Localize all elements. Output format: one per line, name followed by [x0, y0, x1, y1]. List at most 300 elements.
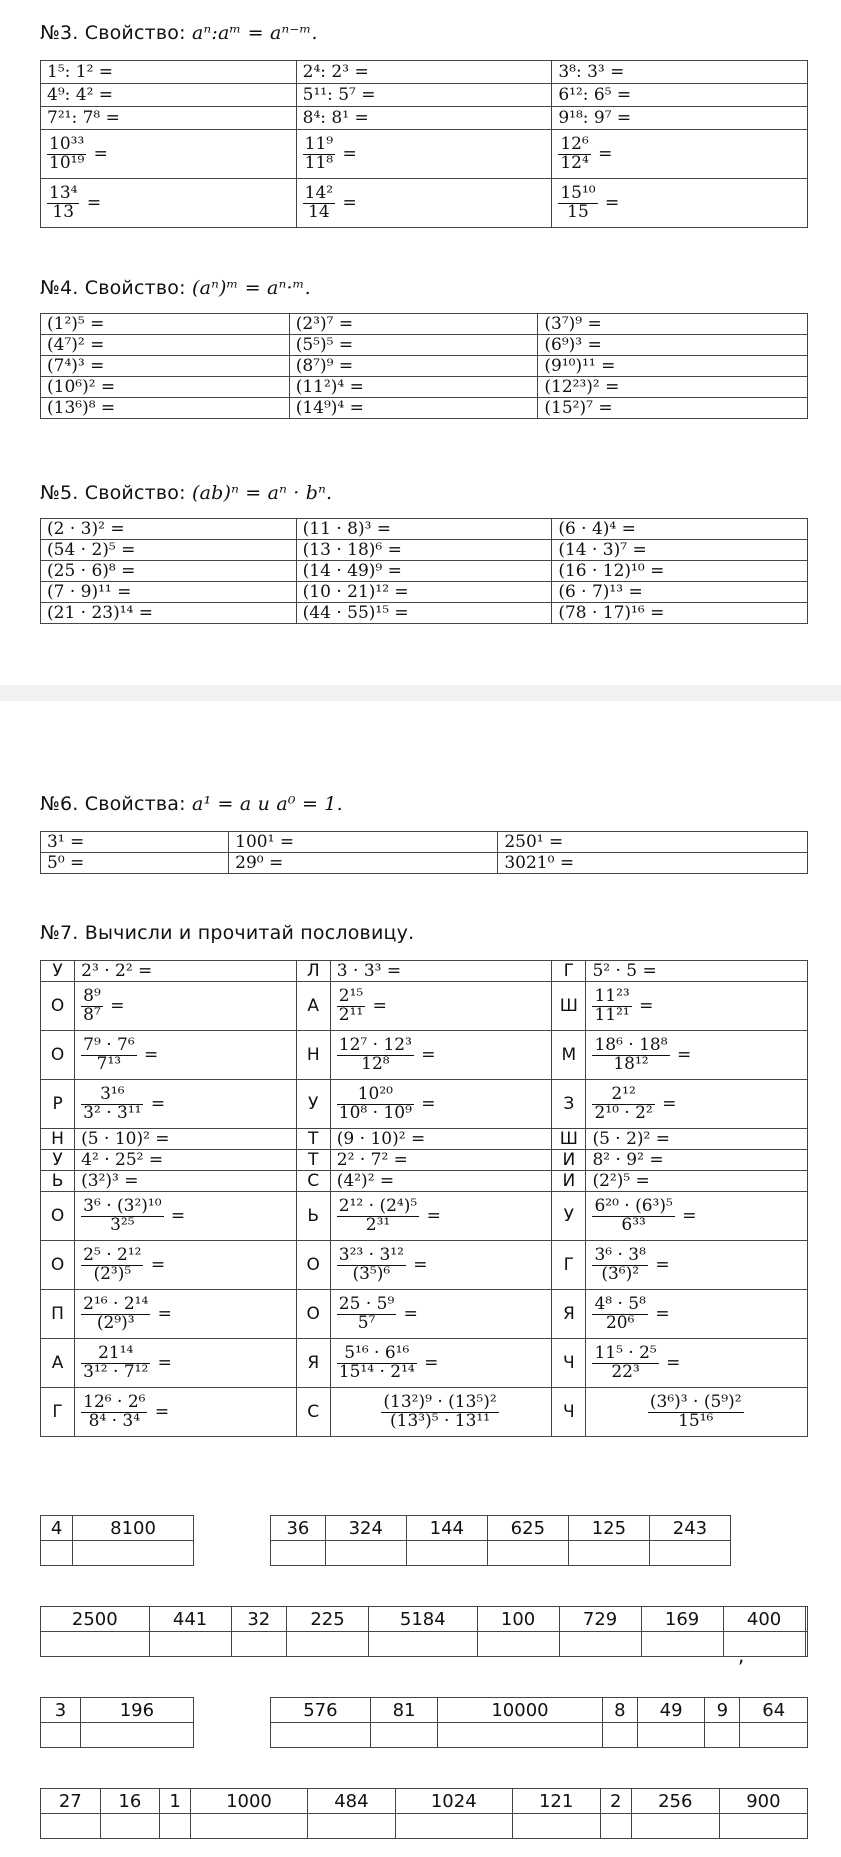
table-row	[41, 398, 808, 419]
denominator: 11⁸	[304, 152, 334, 173]
section-3-table	[40, 60, 808, 228]
numerator: (13²)⁹ · (13⁵)²	[383, 1391, 497, 1412]
numerator: 15¹⁰	[560, 182, 596, 203]
denominator: 12⁴	[560, 152, 589, 173]
answer-number: 144	[406, 1516, 487, 1541]
expression-cell: $\frac{\text{5¹⁶ · 6¹⁶}}{\text{15¹⁴ · 2¹⁴}}$ =	[330, 1339, 551, 1388]
answer-number-row	[41, 1607, 808, 1632]
denominator: (2⁹)³	[96, 1312, 135, 1333]
answer-number-row	[271, 1516, 731, 1541]
expression-text: 2³ · 2² =	[81, 961, 153, 981]
expression-cell: $\frac{\text{2¹⁵}}{\text{2¹¹}}$ =	[330, 982, 551, 1031]
expression-cell: (44 · 55)¹⁵ =	[296, 603, 552, 624]
answer-number: 64	[740, 1698, 808, 1723]
answer-number	[805, 1607, 807, 1632]
denominator: 15¹⁴ · 2¹⁴	[338, 1361, 415, 1382]
fraction	[47, 133, 86, 173]
denominator: 8⁷	[83, 1004, 101, 1025]
letter-cell: М	[552, 1031, 586, 1080]
table-row	[41, 1192, 808, 1241]
fraction	[592, 1293, 647, 1333]
numerator: 6²⁰ · (6³)⁵	[594, 1195, 673, 1216]
expression-text: 5² · 5 =	[592, 961, 657, 981]
table-row	[41, 1241, 808, 1290]
answer-number: 100	[477, 1607, 559, 1632]
answer-letter-slot	[100, 1814, 160, 1839]
denominator: 11²¹	[594, 1004, 630, 1025]
answer-number: 49	[637, 1698, 704, 1723]
answer-letter-slot	[231, 1632, 286, 1657]
denominator: 10¹⁹	[49, 152, 85, 173]
letter-cell: И	[552, 1150, 586, 1171]
letter-cell: Я	[296, 1339, 330, 1388]
table-row	[41, 84, 808, 107]
expression-cell: 100¹ =	[229, 832, 498, 853]
expression-cell: $\frac{\text{25 · 5⁹}}{\text{5⁷}}$ =	[330, 1290, 551, 1339]
answer-number: 125	[568, 1516, 649, 1541]
answer-number: 256	[631, 1789, 719, 1814]
expression-cell: (54 · 2)⁵ =	[41, 540, 297, 561]
answer-grid-3a	[40, 1697, 194, 1748]
denominator: 15¹⁶	[678, 1410, 714, 1431]
answer-number: 1	[160, 1789, 191, 1814]
answer-number: 36	[271, 1516, 326, 1541]
table-row	[41, 961, 808, 982]
fraction-cell: $\frac{\text{10³³}}{\text{10¹⁹}}$ =	[41, 130, 297, 179]
expression-cell: (7⁴)³ =	[41, 356, 290, 377]
letter-cell: С	[296, 1388, 330, 1437]
answer-number: 400	[723, 1607, 805, 1632]
section-6-table	[40, 831, 808, 874]
answer-letter-row	[41, 1723, 194, 1748]
denominator: 2¹¹	[338, 1004, 364, 1025]
answer-grid-4	[40, 1788, 808, 1839]
fraction	[81, 1391, 147, 1431]
expression-text: (2²)⁵ =	[592, 1171, 650, 1191]
fraction	[81, 1293, 150, 1333]
letter-cell: Л	[296, 961, 330, 982]
section-5-table	[40, 518, 808, 624]
expression-cell: (8⁷)⁹ =	[289, 356, 538, 377]
expression-cell: $\frac{\text{12⁷ · 12³}}{\text{12⁸}}$ =	[330, 1031, 551, 1080]
answer-number: 4	[41, 1516, 73, 1541]
fraction	[592, 1083, 654, 1123]
letter-cell: С	[296, 1171, 330, 1192]
expression-cell	[75, 1150, 296, 1171]
expression-cell: (4⁷)² =	[41, 335, 290, 356]
answer-letter-slot	[41, 1541, 73, 1566]
denominator: (13³)⁵ · 13¹¹	[390, 1410, 491, 1431]
table-row	[41, 1150, 808, 1171]
answer-letter-slot	[149, 1632, 231, 1657]
table-row	[41, 1129, 808, 1150]
answer-letter-slot	[406, 1541, 487, 1566]
expression-cell: $\frac{\text{3¹⁶}}{\text{3² · 3¹¹}}$ =	[75, 1080, 296, 1129]
letter-cell: Я	[552, 1290, 586, 1339]
expression-cell: (10 · 21)¹² =	[296, 582, 552, 603]
expression-cell	[330, 1388, 551, 1437]
expression-cell: $\frac{\text{11⁵ · 2⁵}}{\text{22³}}$ =	[586, 1339, 808, 1388]
expression-cell: 7²¹: 7⁸ =	[41, 107, 297, 130]
table-row	[41, 1031, 808, 1080]
denominator: 22³	[611, 1361, 640, 1382]
expression-cell: (14 · 3)⁷ =	[552, 540, 808, 561]
fraction-cell: $\frac{\text{14²}}{14}$ =	[296, 179, 552, 228]
expression-cell: 2⁴: 2³ =	[296, 61, 552, 84]
numerator: 21¹⁴	[81, 1345, 150, 1364]
answer-number: 121	[512, 1789, 600, 1814]
section-5-title: №5. Свойство: (ab)ⁿ = aⁿ · bⁿ.	[40, 482, 333, 504]
fraction-cell: $\frac{\text{13⁴}}{13}$ =	[41, 179, 297, 228]
expression-text: 8² · 9² =	[592, 1150, 664, 1170]
expression-cell	[330, 961, 551, 982]
fraction	[81, 1034, 136, 1074]
denominator: 8⁴ · 3⁴	[88, 1410, 141, 1431]
fraction	[648, 1391, 744, 1431]
expression-text: 4² · 25² =	[81, 1150, 164, 1170]
expression-cell: $\frac{\text{4⁸ · 5⁸}}{\text{20⁶}}$ =	[586, 1290, 808, 1339]
answer-letter-slot	[41, 1632, 150, 1657]
expression-cell	[330, 1150, 551, 1171]
answer-number: 16	[100, 1789, 160, 1814]
expression-cell: $\frac{\text{2¹⁶ · 2¹⁴}}{\text{(2⁹)³}}$ =	[75, 1290, 296, 1339]
answer-letter-row	[271, 1723, 808, 1748]
expression-cell: 3⁸: 3³ =	[552, 61, 808, 84]
numerator: 3⁶ · (3²)¹⁰	[83, 1195, 162, 1216]
answer-letter-slot	[649, 1541, 730, 1566]
answer-letter-slot	[719, 1814, 807, 1839]
table-row	[41, 61, 808, 84]
expression-cell: $\frac{\text{3²³ · 3¹²}}{\text{(3⁵)⁶}}$ =	[330, 1241, 551, 1290]
expression-cell: $\frac{\text{3⁶ · (3²)¹⁰}}{\text{3²⁵}}$ =	[75, 1192, 296, 1241]
answer-letter-slot	[370, 1723, 437, 1748]
answer-number: 324	[325, 1516, 406, 1541]
table-row	[41, 356, 808, 377]
expression-cell: $\frac{\text{2¹² · (2⁴)⁵}}{\text{2³¹}}$ =	[330, 1192, 551, 1241]
numerator: 3²³ · 3¹²	[338, 1244, 404, 1265]
expression-cell: (13⁶)⁸ =	[41, 398, 290, 419]
denominator: (2³)⁵	[93, 1263, 132, 1284]
answer-letter-slot	[271, 1541, 326, 1566]
letter-cell: П	[41, 1290, 75, 1339]
numerator: 11²³	[594, 985, 630, 1006]
answer-letter-row	[41, 1814, 808, 1839]
answer-number: 2	[600, 1789, 631, 1814]
expression-cell: (10⁶)² =	[41, 377, 290, 398]
letter-cell: А	[41, 1339, 75, 1388]
letter-cell: Ь	[41, 1171, 75, 1192]
expression-cell: $\frac{\text{2⁵ · 2¹²}}{\text{(2³)⁵}}$ =	[75, 1241, 296, 1290]
expression-cell: (12²³)² =	[538, 377, 808, 398]
expression-cell: (6 · 7)¹³ =	[552, 582, 808, 603]
expression-cell: 250¹ =	[498, 832, 808, 853]
numerator: 2⁵ · 2¹²	[83, 1244, 142, 1265]
numerator: 11⁵ · 2⁵	[594, 1342, 657, 1363]
expression-cell: 3021⁰ =	[498, 853, 808, 874]
fraction	[381, 1391, 498, 1431]
answer-letter-slot	[559, 1632, 641, 1657]
answer-number: 3	[41, 1698, 81, 1723]
fraction	[592, 1342, 658, 1382]
letter-cell: Н	[41, 1129, 75, 1150]
expression-text: (3²)³ =	[81, 1171, 139, 1191]
fraction-cell: $\frac{\text{15¹⁰}}{15}$ =	[552, 179, 808, 228]
expression-cell: $\frac{\text{21¹⁴}}{\text{3¹² · 7¹²}}$ =	[75, 1339, 296, 1388]
table-row	[41, 335, 808, 356]
expression-cell: $\frac{\text{12⁶ · 2⁶}}{\text{8⁴ · 3⁴}}$ =	[75, 1388, 296, 1437]
letter-cell: У	[552, 1192, 586, 1241]
fraction	[592, 1034, 669, 1074]
table-row	[41, 561, 808, 582]
numerator: 8⁹	[83, 985, 101, 1006]
expression-cell: 1⁵: 1² =	[41, 61, 297, 84]
comma-mark: ,	[738, 1643, 745, 1667]
denominator: 18¹²	[613, 1053, 649, 1074]
expression-cell	[586, 961, 808, 982]
answer-letter-slot	[191, 1814, 308, 1839]
table-row	[41, 853, 808, 874]
fraction	[81, 1083, 143, 1123]
answer-letter-slot	[41, 1723, 81, 1748]
answer-letter-row	[41, 1632, 808, 1657]
expression-cell	[330, 1171, 551, 1192]
answer-letter-slot	[325, 1541, 406, 1566]
answer-number: 729	[559, 1607, 641, 1632]
answer-number: 1024	[395, 1789, 512, 1814]
expression-cell	[75, 1171, 296, 1192]
expression-cell: (25 · 6)⁸ =	[41, 561, 297, 582]
numerator: 12⁷ · 12³	[338, 1034, 412, 1055]
numerator: 3¹⁶	[81, 1086, 143, 1105]
letter-cell: О	[296, 1290, 330, 1339]
letter-cell: Г	[552, 1241, 586, 1290]
numerator: 13⁴	[49, 182, 78, 203]
answer-grid-1a	[40, 1515, 194, 1566]
expression-cell: $\frac{\text{8⁹}}{\text{8⁷}}$ =	[75, 982, 296, 1031]
table-row	[41, 1290, 808, 1339]
answer-number: 1000	[191, 1789, 308, 1814]
answer-letter-slot	[740, 1723, 808, 1748]
denominator: (3⁶)²	[601, 1263, 640, 1284]
fraction	[558, 182, 597, 222]
letter-cell: Ш	[552, 982, 586, 1031]
answer-letter-slot	[641, 1632, 723, 1657]
fraction	[337, 985, 365, 1025]
answer-number: 81	[370, 1698, 437, 1723]
expression-cell: 29⁰ =	[229, 853, 498, 874]
letter-cell: Г	[41, 1388, 75, 1437]
numerator: 4⁸ · 5⁸	[594, 1293, 646, 1314]
expression-cell: (3⁷)⁹ =	[538, 314, 808, 335]
expression-cell	[586, 1129, 808, 1150]
expression-cell: (16 · 12)¹⁰ =	[552, 561, 808, 582]
expression-cell: $\frac{\text{7⁹ · 7⁶}}{\text{7¹³}}$ =	[75, 1031, 296, 1080]
expression-text: (9 · 10)² =	[336, 1129, 426, 1149]
table-row	[41, 832, 808, 853]
letter-cell: Г	[552, 961, 586, 982]
letter-cell: О	[41, 1031, 75, 1080]
page-break	[0, 685, 841, 701]
fraction	[81, 1244, 143, 1284]
fraction	[337, 1244, 406, 1284]
expression-cell: (9¹⁰)¹¹ =	[538, 356, 808, 377]
expression-cell	[586, 1171, 808, 1192]
answer-letter-slot	[568, 1541, 649, 1566]
expression-cell: (6 · 4)⁴ =	[552, 519, 808, 540]
letter-cell: У	[41, 1150, 75, 1171]
expression-cell: 4⁹: 4² =	[41, 84, 297, 107]
answer-number: 8100	[73, 1516, 194, 1541]
answer-number: 2500	[41, 1607, 150, 1632]
numerator: 5¹⁶ · 6¹⁶	[337, 1345, 417, 1364]
table-row	[41, 1339, 808, 1388]
answer-number: 169	[641, 1607, 723, 1632]
answer-number: 5184	[369, 1607, 478, 1632]
numerator: 11⁹	[304, 133, 334, 154]
expression-cell: (15²)⁷ =	[538, 398, 808, 419]
fraction	[337, 1083, 414, 1123]
expression-cell: (1²)⁵ =	[41, 314, 290, 335]
letter-cell: Ь	[296, 1192, 330, 1241]
expression-text: (5 · 2)² =	[592, 1129, 671, 1149]
answer-letter-slot	[271, 1723, 371, 1748]
answer-number: 225	[287, 1607, 369, 1632]
expression-cell: $\frac{\text{6²⁰ · (6³)⁵}}{\text{6³³}}$ =	[586, 1192, 808, 1241]
numerator: 10³³	[49, 133, 85, 154]
answer-letter-slot	[477, 1632, 559, 1657]
letter-cell: О	[296, 1241, 330, 1290]
answer-letter-row	[41, 1541, 194, 1566]
expression-text: (5 · 10)² =	[81, 1129, 170, 1149]
answer-letter-slot	[41, 1814, 101, 1839]
fraction-cell: $\frac{\text{11⁹}}{\text{11⁸}}$ =	[296, 130, 552, 179]
numerator: 2¹⁵	[338, 985, 364, 1006]
section-4-table	[40, 313, 808, 419]
numerator: 12⁶	[560, 133, 589, 154]
fraction	[81, 1342, 150, 1382]
table-row	[41, 1171, 808, 1192]
answer-letter-slot	[487, 1541, 568, 1566]
expression-cell: 5⁰ =	[41, 853, 229, 874]
answer-grid-1b	[270, 1515, 731, 1566]
numerator: 3⁶ · 3⁸	[594, 1244, 646, 1265]
fraction	[303, 182, 335, 222]
answer-letter-slot	[723, 1632, 805, 1657]
answer-number: 576	[271, 1698, 371, 1723]
expression-cell	[586, 1150, 808, 1171]
answer-letter-slot	[637, 1723, 704, 1748]
answer-number-row	[41, 1516, 194, 1541]
expression-cell: (2³)⁷ =	[289, 314, 538, 335]
numerator: 12⁶ · 2⁶	[83, 1391, 146, 1412]
expression-cell: 8⁴: 8¹ =	[296, 107, 552, 130]
table-row	[41, 130, 808, 179]
letter-cell: Т	[296, 1150, 330, 1171]
numerator: 10²⁰	[337, 1086, 414, 1105]
answer-letter-slot	[395, 1814, 512, 1839]
denominator: 2³¹	[365, 1214, 391, 1235]
letter-cell: О	[41, 1192, 75, 1241]
answer-letter-slot	[805, 1632, 807, 1657]
fraction	[337, 1293, 396, 1333]
fraction-cell: $\frac{\text{12⁶}}{\text{12⁴}}$ =	[552, 130, 808, 179]
answer-number: 484	[307, 1789, 395, 1814]
denominator: 2¹⁰ · 2²	[594, 1102, 653, 1123]
expression-cell: (11²)⁴ =	[289, 377, 538, 398]
denominator: 3²⁵	[110, 1214, 135, 1235]
denominator: 20⁶	[605, 1312, 635, 1333]
table-row	[41, 179, 808, 228]
answer-grid-3b	[270, 1697, 808, 1748]
fraction	[592, 1195, 674, 1235]
fraction	[337, 1195, 419, 1235]
letter-cell: И	[552, 1171, 586, 1192]
table-row	[41, 107, 808, 130]
numerator: 7⁹ · 7⁶	[83, 1034, 135, 1055]
table-row	[41, 377, 808, 398]
letter-cell: Т	[296, 1129, 330, 1150]
fraction	[592, 1244, 647, 1284]
expression-cell: (21 · 23)¹⁴ =	[41, 603, 297, 624]
letter-cell: Ч	[552, 1339, 586, 1388]
denominator: 13	[52, 201, 75, 222]
section-6-title: №6. Свойства: a¹ = a и a⁰ = 1.	[40, 793, 343, 815]
letter-cell: О	[41, 982, 75, 1031]
expression-cell: (14⁹)⁴ =	[289, 398, 538, 419]
expression-cell: (11 · 8)³ =	[296, 519, 552, 540]
numerator: 2¹⁶ · 2¹⁴	[83, 1293, 149, 1314]
expression-cell: (78 · 17)¹⁶ =	[552, 603, 808, 624]
numerator: (3⁶)³ · (5⁹)²	[649, 1391, 742, 1412]
answer-letter-slot	[80, 1723, 193, 1748]
expression-cell: (6⁹)³ =	[538, 335, 808, 356]
answer-letter-slot	[705, 1723, 740, 1748]
answer-number: 441	[149, 1607, 231, 1632]
answer-letter-slot	[160, 1814, 191, 1839]
denominator: 6³³	[621, 1214, 646, 1235]
expression-text: 3 · 3³ =	[336, 961, 402, 981]
answer-letter-slot	[369, 1632, 478, 1657]
denominator: 5⁷	[357, 1312, 376, 1333]
expression-cell: 3¹ =	[41, 832, 229, 853]
answer-letter-slot	[438, 1723, 602, 1748]
expression-cell: (14 · 49)⁹ =	[296, 561, 552, 582]
denominator: 12⁸	[361, 1053, 390, 1074]
answer-number: 900	[719, 1789, 807, 1814]
expression-cell: 9¹⁸: 9⁷ =	[552, 107, 808, 130]
letter-cell: Н	[296, 1031, 330, 1080]
letter-cell: Р	[41, 1080, 75, 1129]
expression-cell: $\frac{\text{3⁶ · 3⁸}}{\text{(3⁶)²}}$ =	[586, 1241, 808, 1290]
denominator: 10⁸ · 10⁹	[338, 1102, 412, 1123]
numerator: 2¹² · (2⁴)⁵	[338, 1195, 418, 1216]
answer-number-row	[41, 1789, 808, 1814]
answer-number-row	[271, 1698, 808, 1723]
denominator: 14	[308, 201, 330, 222]
answer-letter-slot	[631, 1814, 719, 1839]
answer-letter-slot	[307, 1814, 395, 1839]
table-row	[41, 1080, 808, 1129]
letter-cell: А	[296, 982, 330, 1031]
denominator: 7¹³	[96, 1053, 122, 1074]
answer-grid-2	[40, 1606, 808, 1657]
answer-number: 625	[487, 1516, 568, 1541]
numerator: 18⁶ · 18⁸	[594, 1034, 668, 1055]
expression-cell: 6¹²: 6⁵ =	[552, 84, 808, 107]
fraction	[303, 133, 335, 173]
expression-cell: $\frac{\text{10²⁰}}{\text{10⁸ · 10⁹}}$ =	[330, 1080, 551, 1129]
answer-number-row	[41, 1698, 194, 1723]
